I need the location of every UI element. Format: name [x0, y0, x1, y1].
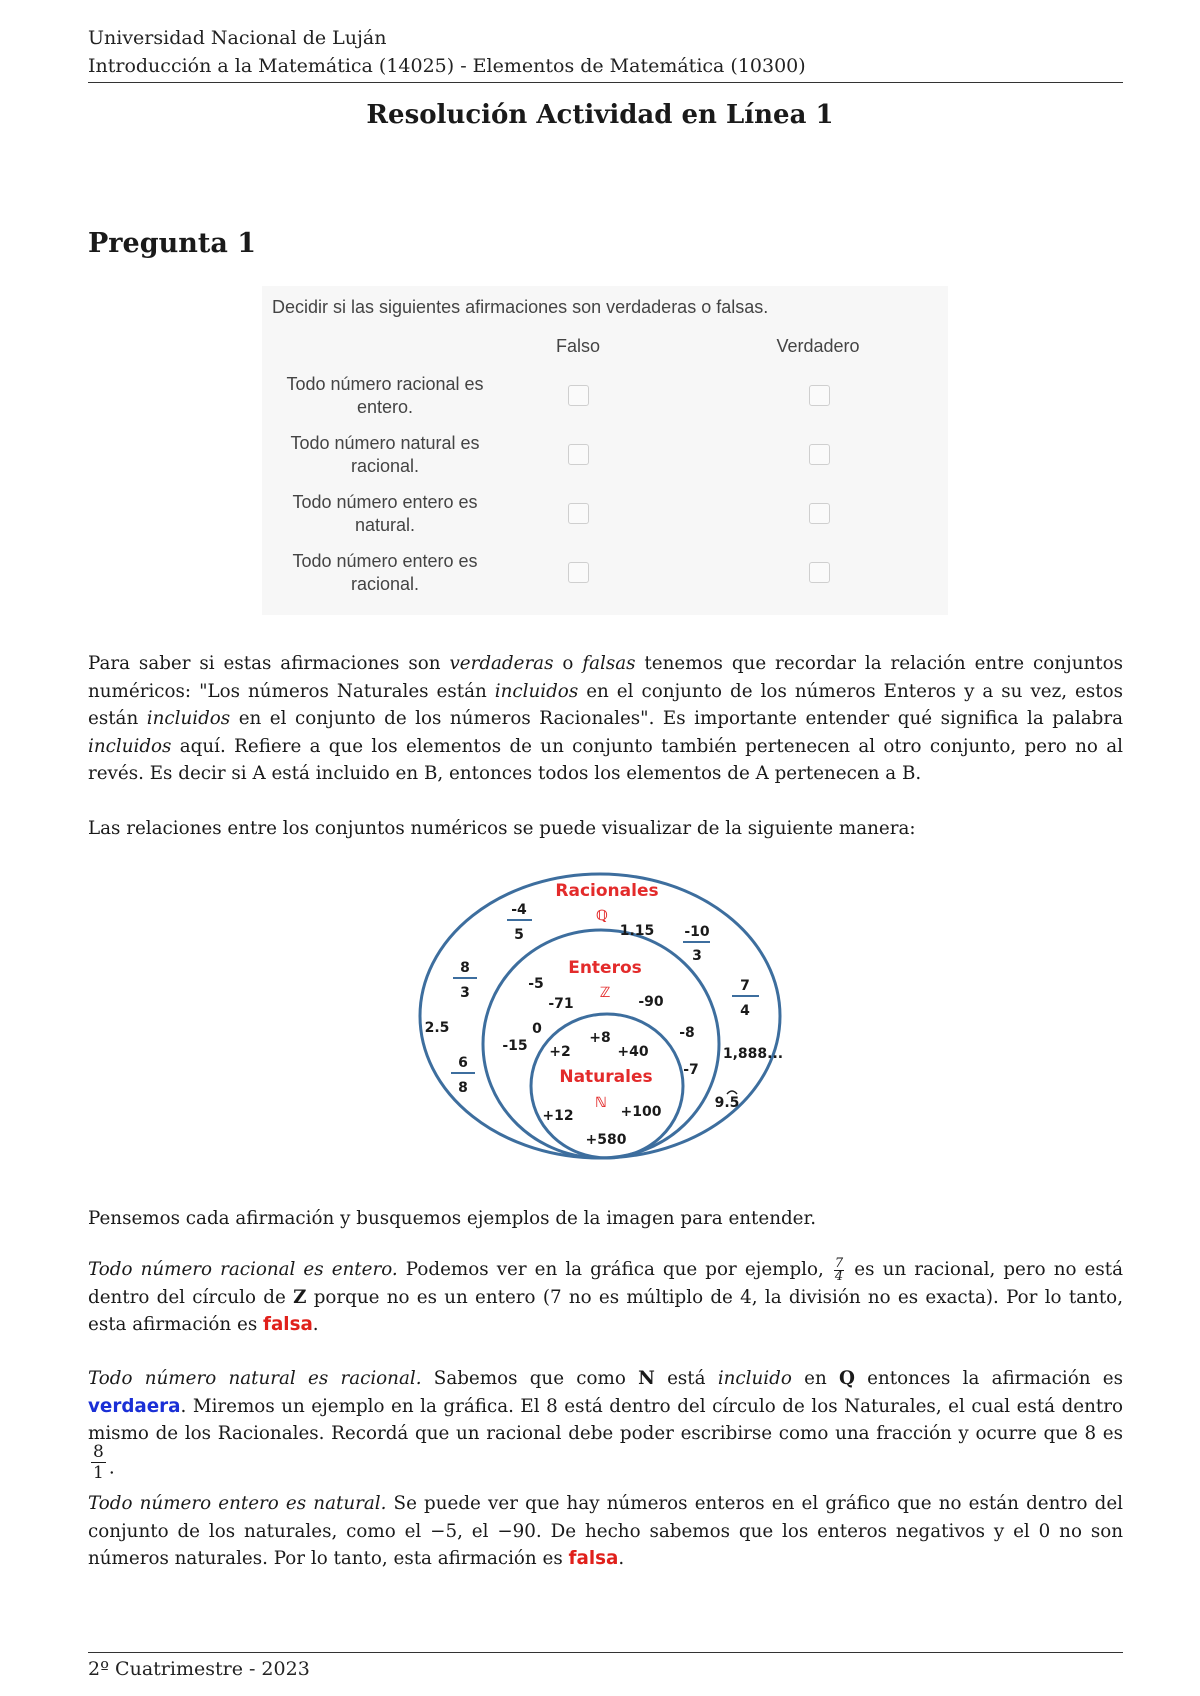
rational-value-1-888: 1,888...: [722, 1046, 784, 1062]
rational-fraction-2-den: 3: [692, 948, 702, 964]
document-title: Resolución Actividad en Línea 1: [366, 100, 834, 130]
page-header: [88, 24, 1123, 80]
statement-1-explanation: Todo número racional es entero. Podemos ver en la gráfica que por ejemplo, $\frac{7}{4}$ es un racional, pero no está dentro del círculo de Z porque no es un entero (7 no es múltiplo de 4, la división no es exacta). Por lo tanto, esta afirmación es falsa.: [88, 1255, 1123, 1335]
integers-symbol: ℤ: [599, 985, 611, 1001]
natural-value: +580: [585, 1132, 627, 1148]
statement-2-explanation: Todo número natural es racional. Sabemos que como N está incluido en Q entonces la afirmación es verdaera. Miremos un ejemplo en la gráfica. El 8 está dentro del círculo de los Naturales, el cual está dentro mismo de los Racionales. Recordá que un racional debe poder escribirse como una fracción y ocurre que 8 es $\frac{8}{1}$ .: [88, 1368, 1123, 1483]
naturals-label: Naturales: [559, 1067, 653, 1087]
row-3-false-checkbox[interactable]: [568, 503, 589, 524]
quiz-row-2-label: Todo número natural es racional.: [290, 433, 480, 476]
natural-value: +8: [589, 1030, 611, 1046]
rational-fraction-2-num: -10: [684, 924, 710, 940]
row-4-false-checkbox[interactable]: [568, 562, 589, 583]
quiz-panel: [262, 286, 948, 615]
rational-value-9-5-periodic: 9.5: [714, 1095, 740, 1111]
column-header-false: Falso: [555, 336, 600, 356]
integer-value: -90: [638, 994, 664, 1010]
periodic-arc-mark: [727, 1091, 737, 1094]
quiz-row-1-label: Todo número racional es entero.: [286, 374, 484, 417]
rational-fraction-1-num: -4: [511, 902, 527, 918]
university-name: Universidad Nacional de Luján: [88, 27, 387, 49]
rational-fraction-5-den: 8: [458, 1080, 468, 1096]
natural-value: +12: [542, 1108, 574, 1124]
integer-value: -5: [528, 976, 544, 992]
number-sets-venn-diagram: [405, 862, 805, 1162]
row-1-false-checkbox[interactable]: [568, 385, 589, 406]
rational-fraction-3-den: 3: [460, 985, 470, 1001]
page-footer: 2º Cuatrimestre - 2023: [88, 1658, 310, 1680]
natural-value: +2: [549, 1044, 571, 1060]
rational-value-2-5: 2.5: [424, 1020, 450, 1036]
row-2-true-checkbox[interactable]: [809, 444, 830, 465]
quiz-row-4-label: Todo número entero es racional.: [292, 551, 478, 594]
row-3-true-checkbox[interactable]: [809, 503, 830, 524]
column-header-true: Verdadero: [776, 336, 860, 356]
course-name: Introducción a la Matemática (14025) - Elementos de Matemática (10300): [88, 55, 806, 77]
intro-paragraph: Para saber si estas afirmaciones son verdaderas o falsas tenemos que recordar la relación entre conjuntos numéricos: "Los números Naturales están incluidos en el conjunto de los números Enteros y a su vez, estos están incluidos en el conjunto de los números Racionales". Es importante entender qué significa la palabra incluidos aquí. Refiere a que los elementos de un conjunto también pertenecen al otro conjunto, pero no al revés. Es decir si A está incluido en B, entonces todos los elementos de A pertenecen a B.: [88, 653, 1123, 784]
fraction-seven-fourths: $\frac{7}{4}$: [834, 1255, 844, 1284]
rational-fraction-4-den: 4: [740, 1003, 750, 1019]
footer-rule: [88, 1652, 1123, 1653]
rational-value-1-15: 1.15: [619, 923, 655, 939]
rational-fraction-5-num: 6: [458, 1055, 468, 1071]
integer-value: -71: [548, 996, 574, 1012]
integer-value: 0: [532, 1021, 542, 1037]
answer-false-3: falsa: [568, 1548, 619, 1569]
naturals-symbol: ℕ: [595, 1095, 607, 1111]
integer-value: -7: [683, 1062, 699, 1078]
rational-fraction-3-num: 8: [460, 960, 470, 976]
rationals-label: Racionales: [555, 881, 659, 901]
rational-fraction-4-num: 7: [740, 978, 750, 994]
integer-value: -8: [679, 1025, 695, 1041]
statement-3-explanation: Todo número entero es natural. Se puede ver que hay números enteros en el gráfico que no están dentro del conjunto de los naturales, como el −5, el −90. De hecho sabemos que los enteros negativos y el 0 no son números naturales. Por lo tanto, esta afirmación es falsa.: [88, 1493, 1123, 1569]
examples-intro-paragraph: Pensemos cada afirmación y busquemos ejemplos de la imagen para entender.: [88, 1208, 817, 1229]
row-2-false-checkbox[interactable]: [568, 444, 589, 465]
natural-value: +100: [620, 1104, 662, 1120]
header-rule: [88, 82, 1123, 83]
fraction-eight-over-one: $\frac{8}{1}$: [93, 1441, 104, 1483]
integers-label: Enteros: [568, 958, 642, 978]
natural-value: +40: [617, 1044, 649, 1060]
answer-true-2: verdaera: [88, 1395, 181, 1417]
row-1-true-checkbox[interactable]: [809, 385, 830, 406]
venn-intro-paragraph: Las relaciones entre los conjuntos numéricos se puede visualizar de la siguiente manera:: [88, 818, 916, 839]
row-4-true-checkbox[interactable]: [809, 562, 830, 583]
quiz-row-3-label: Todo número entero es natural.: [292, 492, 478, 535]
question-title: Pregunta 1: [88, 228, 256, 259]
answer-false-1: falsa: [263, 1314, 313, 1335]
rationals-symbol: ℚ: [596, 908, 608, 924]
integer-value: -15: [502, 1038, 528, 1054]
quiz-prompt: Decidir si las siguientes afirmaciones son verdaderas o falsas.: [272, 297, 769, 317]
rational-fraction-1-den: 5: [514, 927, 524, 943]
